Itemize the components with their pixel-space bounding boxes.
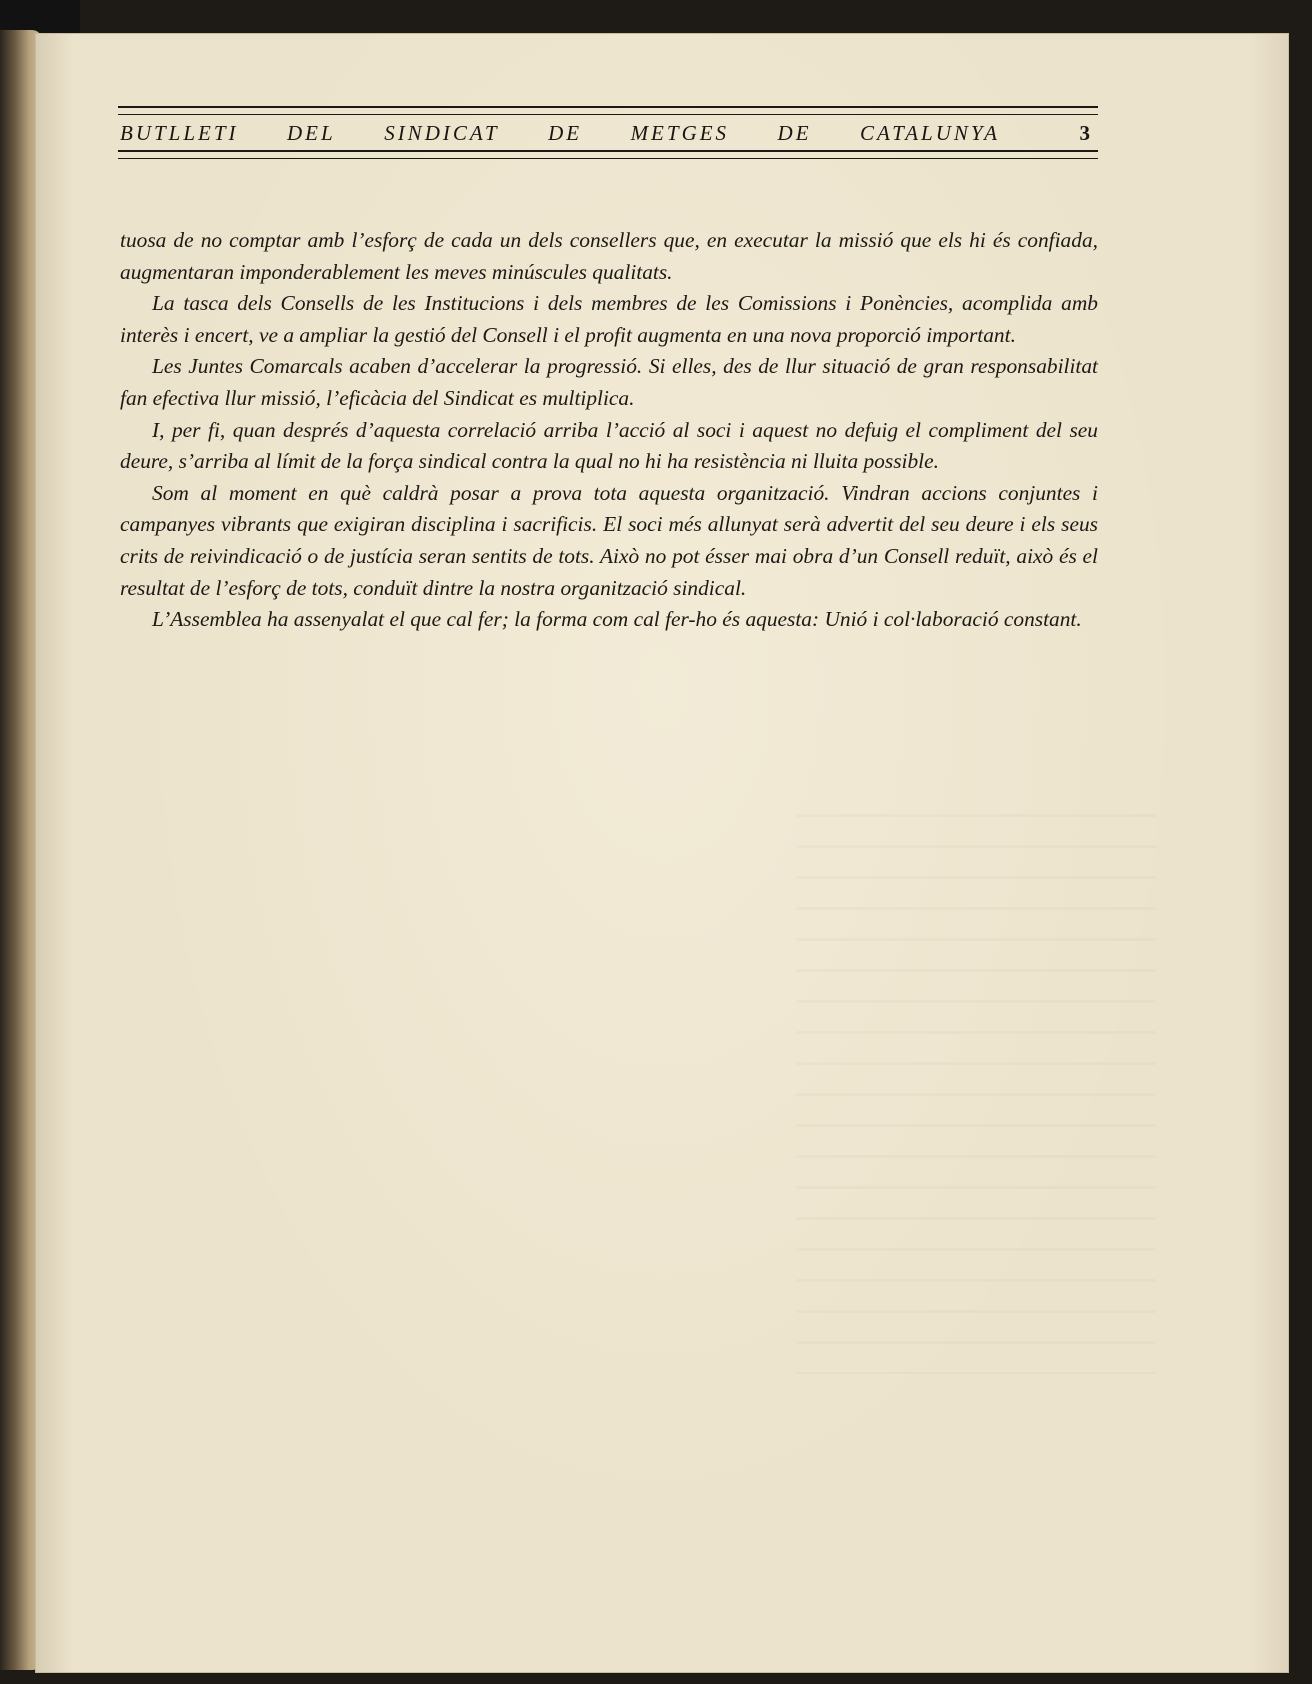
header-top-rule: [118, 106, 1098, 115]
header-line: [118, 115, 1098, 150]
paragraph: Les Juntes Comarcals acaben d’accelerar la progressió. Si elles, des de llur situació de gran responsabilitat fan efectiva llur missió, l’eficàcia del Sindicat es multiplica.: [120, 354, 1098, 410]
paragraph: L’Assemblea ha assenyalat el que cal fer; la forma com cal fer-ho és aquesta: Unió i col·laboració constant.: [152, 607, 1082, 632]
title-word: DEL: [287, 121, 336, 145]
article-body: [120, 225, 1098, 636]
title-word: CATALUNYA: [860, 121, 1000, 145]
paragraph: La tasca dels Consells de les Institucions i dels membres de les Comissions i Ponències, acomplida amb interès i encert, ve a ampliar la gestió del Consell i el profit augmenta en una nova proporció important.: [120, 291, 1098, 347]
reverse-side-show-through: [796, 814, 1156, 1374]
running-header: [118, 106, 1098, 159]
journal-title: [120, 121, 1000, 146]
title-word: DE: [777, 121, 812, 145]
paragraph: I, per fi, quan després d’aquesta correlació arriba l’acció al soci i aquest no defuig el compliment del seu deure, s’arriba al límit de la força sindical contra la qual no hi ha resistència ni lluita possible.: [120, 417, 1098, 474]
title-word: BUTLLETI: [120, 121, 239, 145]
paragraph: tuosa de no comptar amb l’esforç de cada un dels consellers que, en executar la missió que els hi és confiada, augmentaran imponderablement les meves minúscules qualitats.: [120, 228, 1098, 284]
title-word: METGES: [630, 121, 730, 145]
title-word: DE: [548, 121, 583, 145]
header-bottom-rule: [118, 150, 1098, 159]
title-word: SINDICAT: [384, 121, 500, 145]
paragraph: Som al moment en què caldrà posar a prova tota aquesta organització. Vindran accions conjuntes i campanyes vibrants que exigiran disciplina i sacrificis. El soci més allunyat serà advertit del seu deure i els seus crits de reivindicació o de justícia seran sentits de tots. Això no pot ésser mai obra d’un Consell reduït, això és el resultat de l’esforç de tots, conduït dintre la nostra organització sindical.: [120, 480, 1098, 600]
page-number: 3: [1079, 121, 1090, 145]
